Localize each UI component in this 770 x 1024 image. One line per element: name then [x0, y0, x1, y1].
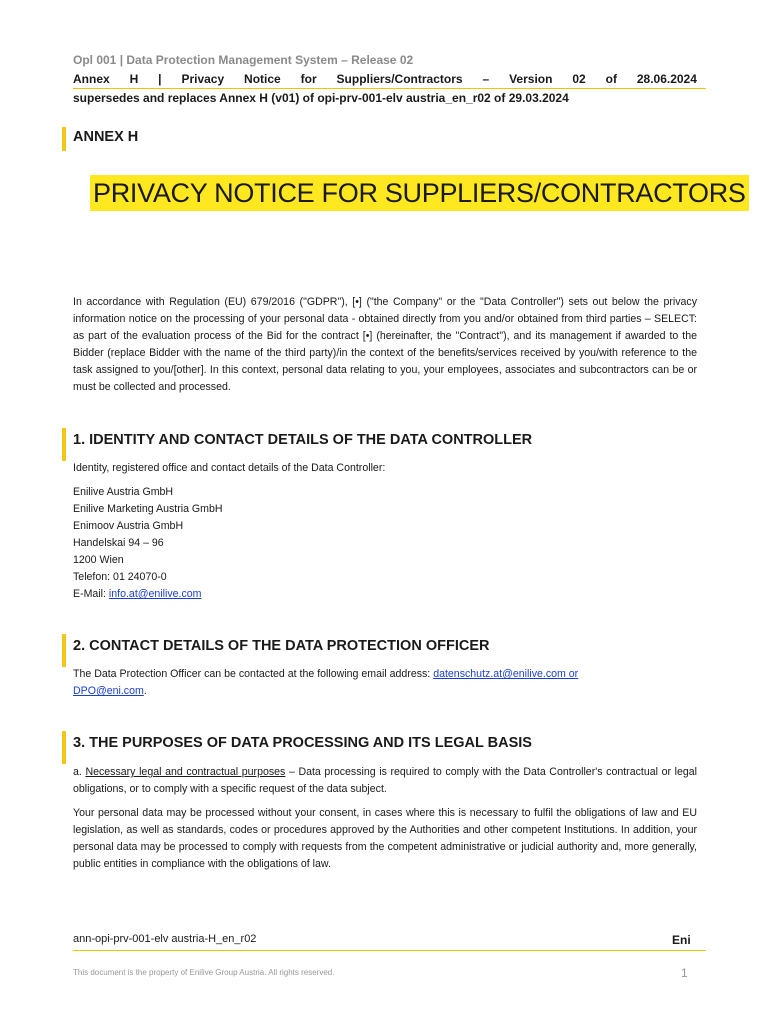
controller-address: [73, 484, 223, 603]
intro-paragraph: In accordance with Regulation (EU) 679/2016 ("GDPR"), [•] ("the Company" or the "Data Controller") sets out below the privacy information notice on the processing of your personal data - obtained directly from you and/or obtained from third parties – SELECT: as part of the evaluation process of the Bid for the contract [•] (hereinafter, the "Contract"), and its management if awarded to the Bidder (replace Bidder with the name of the third party)/in the context of the benefits/services received by you/with reference to the task assigned to you/[other]. In this context, personal data relating to you, your employees, associates and subcontractors can be or must be collected and processed.: [73, 296, 697, 393]
header-word: Suppliers/Contractors: [336, 72, 463, 86]
email-line: [73, 586, 223, 603]
footer-doc-code: ann-opi-prv-001-elv austria-H_en_r02: [73, 933, 257, 945]
item-a-title: Necessary legal and contractual purposes: [85, 766, 286, 778]
item-a-text: – Data processing is required to comply with the Data Controller's contractual or legal obligations, or to comply with a specific request of the data subject.: [73, 766, 697, 795]
address-line: Enilive Austria GmbH: [73, 486, 174, 498]
section-1-heading: 1. IDENTITY AND CONTACT DETAILS OF THE DATA CONTROLLER: [73, 432, 533, 448]
header-word: H: [129, 72, 139, 86]
header-word: 02: [572, 72, 586, 86]
header-word: Notice: [244, 72, 281, 86]
header-word: of: [605, 72, 617, 86]
section-3-heading: 3. THE PURPOSES OF DATA PROCESSING AND ITS LEGAL BASIS: [73, 735, 532, 751]
header-word: Version: [509, 72, 553, 86]
address-line: Enimoov Austria GmbH: [73, 520, 184, 532]
address-line: Handelskai 94 – 96: [73, 537, 164, 549]
header-word: 28.06.2024: [636, 72, 697, 86]
section-2-text: [73, 666, 697, 700]
dpo-text: The Data Protection Officer can be contacted at the following email address:: [73, 668, 434, 680]
address-line: Enilive Marketing Austria GmbH: [73, 503, 223, 515]
page-number: 1: [681, 966, 688, 980]
footer-divider: [73, 950, 706, 951]
footer-brand: Eni: [672, 933, 691, 947]
controller-email-link[interactable]: info.at@enilive.com: [108, 588, 202, 600]
section-2-heading: 2. CONTACT DETAILS OF THE DATA PROTECTION OFFICER: [73, 638, 490, 654]
header-line-3: supersedes and replaces Annex H (v01) of opi-prv-001-elv austria_en_r02 of 29.03.2024: [73, 91, 569, 105]
dpo-email-link-1[interactable]: datenschutz.at@enilive.com: [433, 668, 566, 680]
footer-note: This document is the property of Enilive Group Austria. All rights reserved.: [73, 968, 335, 977]
header-word: –: [482, 72, 490, 86]
annex-heading-bar: [62, 127, 66, 151]
header-word: Privacy: [181, 72, 225, 86]
header-word: |: [158, 72, 162, 86]
header-divider: [73, 88, 706, 89]
address-line: 1200 Wien: [73, 554, 124, 566]
header-line-2: [73, 72, 697, 86]
section-2-bar: [62, 634, 66, 667]
dpo-email-link-2[interactable]: DPO@eni.com: [73, 685, 144, 697]
address-line: Telefon: 01 24070-0: [73, 571, 167, 583]
page-title: PRIVACY NOTICE FOR SUPPLIERS/CONTRACTORS: [90, 175, 749, 211]
header-line-1: Opl 001 | Data Protection Management System – Release 02: [73, 53, 414, 67]
item-a-prefix: a.: [73, 766, 86, 778]
section-1-bar: [62, 428, 66, 461]
dpo-text-end: .: [143, 685, 147, 697]
annex-heading: ANNEX H: [73, 129, 139, 145]
email-label: E-Mail:: [73, 588, 109, 600]
section-1-intro: Identity, registered office and contact details of the Data Controller:: [73, 462, 386, 474]
header-word: Annex: [73, 72, 110, 86]
section-3-item-a: [73, 764, 697, 798]
section-3-bar: [62, 731, 66, 764]
header-word: for: [300, 72, 317, 86]
section-3-paragraph-2: Your personal data may be processed without your consent, in cases where this is necessary to fulfil the obligations of law and EU legislation, as well as standards, codes or procedures approved by the Authorities and other competent Institutions. In addition, your personal data may be processed to comply with requests from the competent administrative or judicial authority and, more generally, public entities in compliance with the obligations of law.: [73, 807, 697, 870]
dpo-or-text: or: [565, 668, 579, 680]
